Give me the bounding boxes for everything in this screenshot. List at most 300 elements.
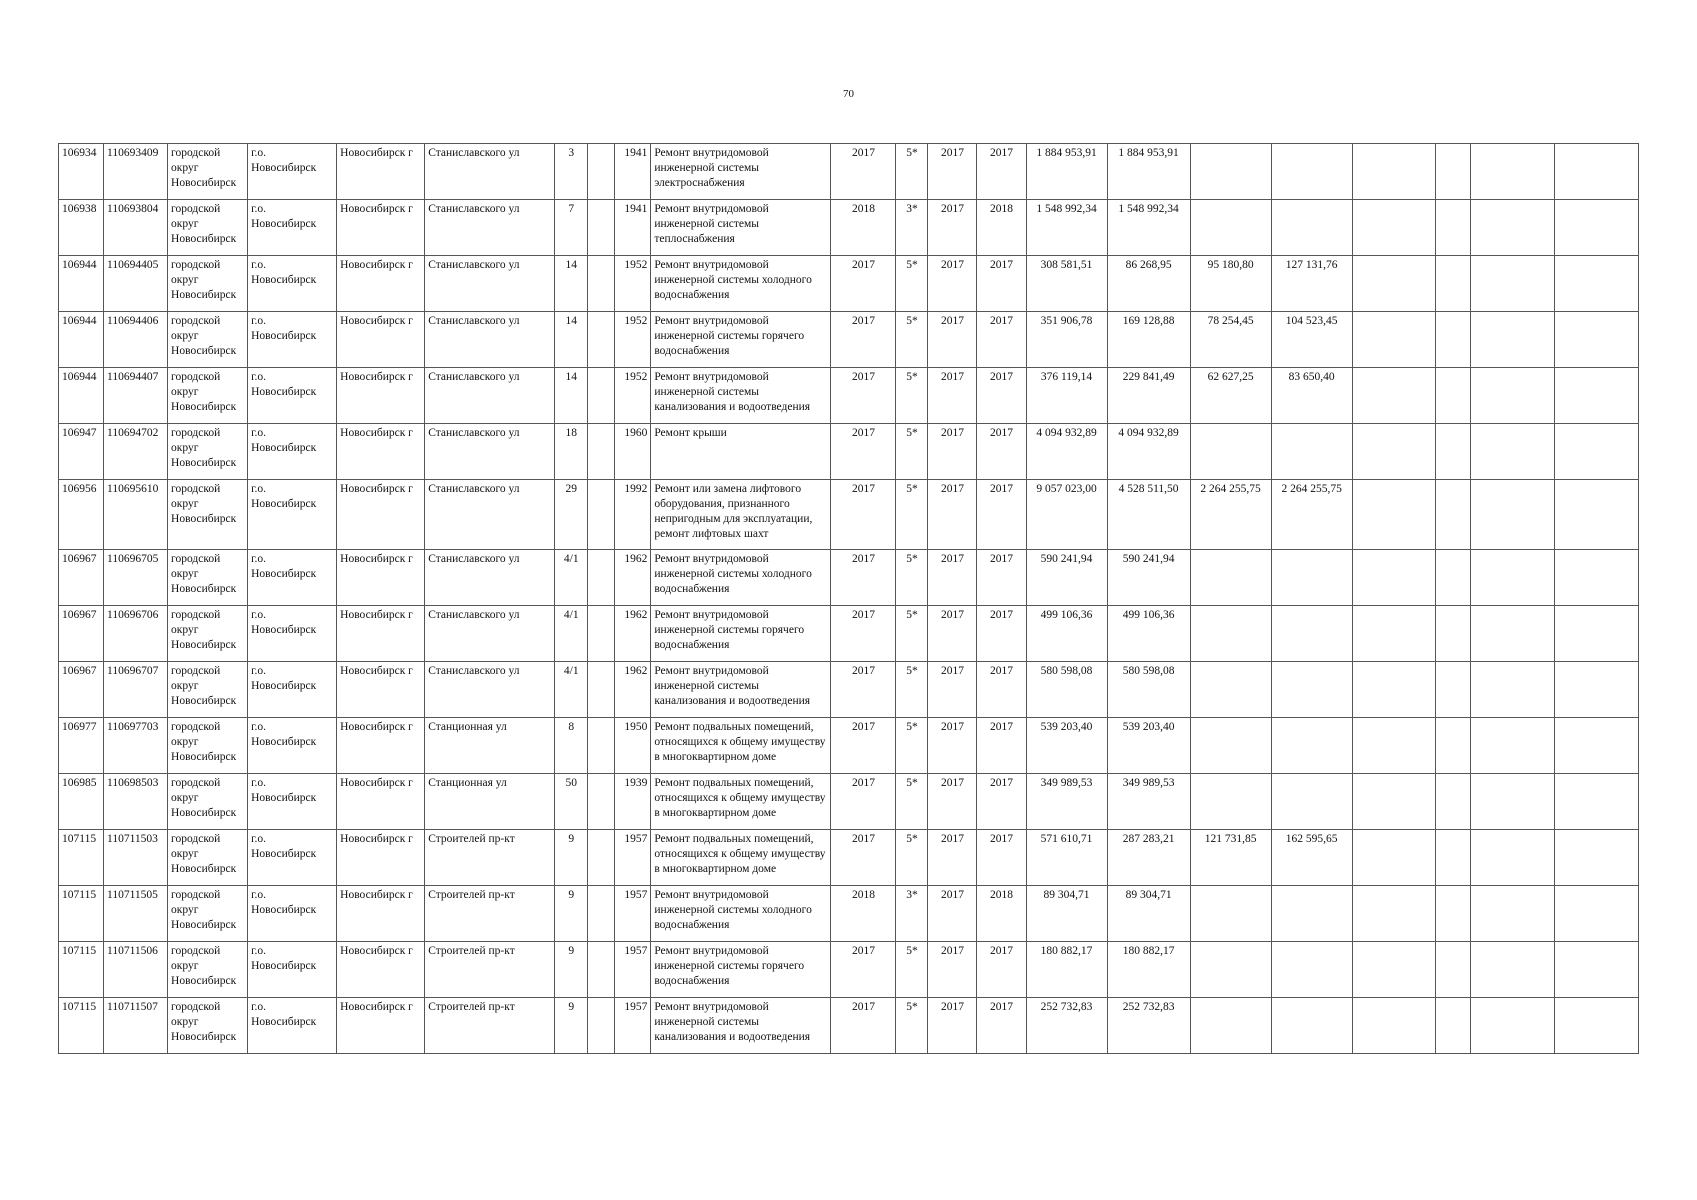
empty-cell — [1554, 256, 1638, 312]
work-code-cell: 110693804 — [104, 200, 168, 256]
amount-1-cell: 86 268,95 — [1107, 256, 1190, 312]
building-cell — [588, 998, 615, 1054]
empty-cell — [1554, 550, 1638, 606]
building-cell — [588, 830, 615, 886]
city-cell: Новосибирск г — [337, 480, 425, 550]
municipality-cell: городской округ Новосибирск — [168, 998, 248, 1054]
house-id-cell: 106938 — [59, 200, 104, 256]
empty-cell — [1435, 424, 1470, 480]
district-cell: г.о. Новосибирск — [248, 606, 337, 662]
year-built-cell: 1950 — [615, 718, 651, 774]
empty-cell — [1554, 774, 1638, 830]
table-row — [59, 368, 1639, 424]
plan-year-cell: 2018 — [831, 886, 896, 942]
empty-cell — [1352, 998, 1435, 1054]
house-id-cell: 106967 — [59, 550, 104, 606]
mark-cell: 5* — [896, 368, 928, 424]
year-to-cell: 2017 — [977, 830, 1026, 886]
table-row — [59, 774, 1639, 830]
plan-year-cell: 2017 — [831, 998, 896, 1054]
amount-1-cell: 287 283,21 — [1107, 830, 1190, 886]
plan-year-cell: 2017 — [831, 662, 896, 718]
amount-1-cell: 252 732,83 — [1107, 998, 1190, 1054]
total-cost-cell: 580 598,08 — [1026, 662, 1107, 718]
page-number: 70 — [843, 88, 854, 100]
year-built-cell: 1957 — [615, 942, 651, 998]
empty-cell — [1352, 480, 1435, 550]
district-cell: г.о. Новосибирск — [248, 424, 337, 480]
total-cost-cell: 9 057 023,00 — [1026, 480, 1107, 550]
plan-year-cell: 2017 — [831, 480, 896, 550]
mark-cell: 5* — [896, 480, 928, 550]
year-to-cell: 2017 — [977, 550, 1026, 606]
amount-3-cell: 83 650,40 — [1271, 368, 1352, 424]
empty-cell — [1554, 368, 1638, 424]
plan-year-cell: 2017 — [831, 606, 896, 662]
empty-cell — [1470, 256, 1554, 312]
plan-year-cell: 2017 — [831, 144, 896, 200]
empty-cell — [1352, 886, 1435, 942]
building-cell — [588, 200, 615, 256]
house-id-cell: 107115 — [59, 942, 104, 998]
year-to-cell: 2017 — [977, 718, 1026, 774]
district-cell: г.о. Новосибирск — [248, 368, 337, 424]
plan-year-cell: 2017 — [831, 424, 896, 480]
amount-1-cell: 229 841,49 — [1107, 368, 1190, 424]
year-to-cell: 2017 — [977, 368, 1026, 424]
year-from-cell: 2017 — [928, 424, 977, 480]
amount-3-cell — [1271, 886, 1352, 942]
work-code-cell: 110711506 — [104, 942, 168, 998]
capital-repair-register-table — [58, 143, 1639, 1054]
mark-cell: 3* — [896, 886, 928, 942]
total-cost-cell: 590 241,94 — [1026, 550, 1107, 606]
amount-2-cell — [1190, 774, 1271, 830]
house-number-cell: 14 — [555, 256, 588, 312]
municipality-cell: городской округ Новосибирск — [168, 886, 248, 942]
amount-3-cell: 2 264 255,75 — [1271, 480, 1352, 550]
empty-cell — [1554, 718, 1638, 774]
building-cell — [588, 312, 615, 368]
year-from-cell: 2017 — [928, 256, 977, 312]
building-cell — [588, 942, 615, 998]
plan-year-cell: 2017 — [831, 256, 896, 312]
year-from-cell: 2017 — [928, 830, 977, 886]
total-cost-cell: 351 906,78 — [1026, 312, 1107, 368]
table-row — [59, 550, 1639, 606]
year-from-cell: 2017 — [928, 480, 977, 550]
municipality-cell: городской округ Новосибирск — [168, 606, 248, 662]
house-number-cell: 9 — [555, 886, 588, 942]
amount-3-cell — [1271, 200, 1352, 256]
mark-cell: 5* — [896, 550, 928, 606]
total-cost-cell: 349 989,53 — [1026, 774, 1107, 830]
total-cost-cell: 4 094 932,89 — [1026, 424, 1107, 480]
municipality-cell: городской округ Новосибирск — [168, 718, 248, 774]
work-type-cell: Ремонт крыши — [651, 424, 831, 480]
table-row — [59, 256, 1639, 312]
amount-3-cell — [1271, 144, 1352, 200]
amount-1-cell: 580 598,08 — [1107, 662, 1190, 718]
table-row — [59, 200, 1639, 256]
work-type-cell: Ремонт внутридомовой инженерной системы теплоснабжения — [651, 200, 831, 256]
municipality-cell: городской округ Новосибирск — [168, 550, 248, 606]
house-id-cell: 106956 — [59, 480, 104, 550]
year-built-cell: 1962 — [615, 606, 651, 662]
empty-cell — [1352, 830, 1435, 886]
empty-cell — [1470, 830, 1554, 886]
empty-cell — [1435, 606, 1470, 662]
plan-year-cell: 2017 — [831, 774, 896, 830]
empty-cell — [1470, 942, 1554, 998]
empty-cell — [1352, 550, 1435, 606]
work-code-cell: 110694702 — [104, 424, 168, 480]
year-from-cell: 2017 — [928, 200, 977, 256]
work-type-cell: Ремонт или замена лифтового оборудования, признанного непригодным для эксплуатации, ремонт лифтовых шахт — [651, 480, 831, 550]
mark-cell: 5* — [896, 998, 928, 1054]
table-row — [59, 144, 1639, 200]
table-row — [59, 718, 1639, 774]
year-from-cell: 2017 — [928, 368, 977, 424]
amount-2-cell — [1190, 550, 1271, 606]
amount-3-cell — [1271, 606, 1352, 662]
amount-3-cell — [1271, 718, 1352, 774]
empty-cell — [1554, 312, 1638, 368]
empty-cell — [1554, 662, 1638, 718]
empty-cell — [1470, 998, 1554, 1054]
empty-cell — [1352, 144, 1435, 200]
house-id-cell: 107115 — [59, 998, 104, 1054]
table-row — [59, 480, 1639, 550]
amount-2-cell — [1190, 662, 1271, 718]
building-cell — [588, 662, 615, 718]
house-number-cell: 29 — [555, 480, 588, 550]
building-cell — [588, 424, 615, 480]
district-cell: г.о. Новосибирск — [248, 480, 337, 550]
empty-cell — [1470, 662, 1554, 718]
empty-cell — [1470, 144, 1554, 200]
house-number-cell: 18 — [555, 424, 588, 480]
total-cost-cell: 308 581,51 — [1026, 256, 1107, 312]
house-number-cell: 14 — [555, 368, 588, 424]
year-to-cell: 2017 — [977, 144, 1026, 200]
house-id-cell: 106985 — [59, 774, 104, 830]
work-code-cell: 110693409 — [104, 144, 168, 200]
amount-2-cell: 2 264 255,75 — [1190, 480, 1271, 550]
empty-cell — [1470, 200, 1554, 256]
amount-3-cell — [1271, 774, 1352, 830]
empty-cell — [1554, 830, 1638, 886]
city-cell: Новосибирск г — [337, 606, 425, 662]
street-cell: Строителей пр-кт — [425, 830, 555, 886]
empty-cell — [1435, 144, 1470, 200]
municipality-cell: городской округ Новосибирск — [168, 424, 248, 480]
year-built-cell: 1962 — [615, 550, 651, 606]
empty-cell — [1554, 200, 1638, 256]
empty-cell — [1352, 606, 1435, 662]
city-cell: Новосибирск г — [337, 424, 425, 480]
empty-cell — [1352, 942, 1435, 998]
mark-cell: 5* — [896, 718, 928, 774]
amount-1-cell: 349 989,53 — [1107, 774, 1190, 830]
plan-year-cell: 2017 — [831, 312, 896, 368]
house-number-cell: 9 — [555, 998, 588, 1054]
work-type-cell: Ремонт внутридомовой инженерной системы холодного водоснабжения — [651, 886, 831, 942]
district-cell: г.о. Новосибирск — [248, 200, 337, 256]
work-code-cell: 110711505 — [104, 886, 168, 942]
table-row — [59, 606, 1639, 662]
work-type-cell: Ремонт внутридомовой инженерной системы электроснабжения — [651, 144, 831, 200]
empty-cell — [1470, 606, 1554, 662]
amount-1-cell: 89 304,71 — [1107, 886, 1190, 942]
year-built-cell: 1952 — [615, 312, 651, 368]
empty-cell — [1435, 662, 1470, 718]
house-id-cell: 107115 — [59, 886, 104, 942]
year-built-cell: 1952 — [615, 256, 651, 312]
amount-1-cell: 539 203,40 — [1107, 718, 1190, 774]
building-cell — [588, 774, 615, 830]
city-cell: Новосибирск г — [337, 312, 425, 368]
year-to-cell: 2017 — [977, 312, 1026, 368]
amount-1-cell: 1 884 953,91 — [1107, 144, 1190, 200]
work-type-cell: Ремонт подвальных помещений, относящихся к общему имуществу в многоквартирном доме — [651, 718, 831, 774]
year-to-cell: 2017 — [977, 774, 1026, 830]
empty-cell — [1470, 774, 1554, 830]
amount-3-cell — [1271, 998, 1352, 1054]
empty-cell — [1470, 718, 1554, 774]
total-cost-cell: 1 548 992,34 — [1026, 200, 1107, 256]
plan-year-cell: 2017 — [831, 718, 896, 774]
municipality-cell: городской округ Новосибирск — [168, 200, 248, 256]
total-cost-cell: 376 119,14 — [1026, 368, 1107, 424]
street-cell: Строителей пр-кт — [425, 886, 555, 942]
mark-cell: 5* — [896, 144, 928, 200]
table-row — [59, 998, 1639, 1054]
table-row — [59, 886, 1639, 942]
table-row — [59, 424, 1639, 480]
street-cell: Станиславского ул — [425, 424, 555, 480]
district-cell: г.о. Новосибирск — [248, 998, 337, 1054]
year-to-cell: 2017 — [977, 998, 1026, 1054]
building-cell — [588, 368, 615, 424]
work-code-cell: 110698503 — [104, 774, 168, 830]
district-cell: г.о. Новосибирск — [248, 550, 337, 606]
city-cell: Новосибирск г — [337, 998, 425, 1054]
empty-cell — [1435, 368, 1470, 424]
year-from-cell: 2017 — [928, 774, 977, 830]
year-built-cell: 1941 — [615, 144, 651, 200]
empty-cell — [1470, 886, 1554, 942]
total-cost-cell: 499 106,36 — [1026, 606, 1107, 662]
municipality-cell: городской округ Новосибирск — [168, 774, 248, 830]
street-cell: Станиславского ул — [425, 550, 555, 606]
house-number-cell: 4/1 — [555, 550, 588, 606]
mark-cell: 3* — [896, 200, 928, 256]
work-code-cell: 110694405 — [104, 256, 168, 312]
district-cell: г.о. Новосибирск — [248, 662, 337, 718]
work-type-cell: Ремонт внутридомовой инженерной системы канализования и водоотведения — [651, 662, 831, 718]
year-built-cell: 1962 — [615, 662, 651, 718]
house-id-cell: 106944 — [59, 256, 104, 312]
street-cell: Станиславского ул — [425, 480, 555, 550]
empty-cell — [1470, 424, 1554, 480]
mark-cell: 5* — [896, 662, 928, 718]
work-type-cell: Ремонт внутридомовой инженерной системы холодного водоснабжения — [651, 256, 831, 312]
house-number-cell: 50 — [555, 774, 588, 830]
amount-1-cell: 4 528 511,50 — [1107, 480, 1190, 550]
year-to-cell: 2018 — [977, 886, 1026, 942]
amount-1-cell: 180 882,17 — [1107, 942, 1190, 998]
house-number-cell: 9 — [555, 942, 588, 998]
empty-cell — [1435, 312, 1470, 368]
street-cell: Станиславского ул — [425, 144, 555, 200]
empty-cell — [1554, 998, 1638, 1054]
table-row — [59, 830, 1639, 886]
city-cell: Новосибирск г — [337, 200, 425, 256]
street-cell: Станиславского ул — [425, 312, 555, 368]
empty-cell — [1352, 718, 1435, 774]
year-from-cell: 2017 — [928, 718, 977, 774]
total-cost-cell: 180 882,17 — [1026, 942, 1107, 998]
year-to-cell: 2018 — [977, 200, 1026, 256]
building-cell — [588, 144, 615, 200]
amount-2-cell — [1190, 144, 1271, 200]
year-from-cell: 2017 — [928, 144, 977, 200]
empty-cell — [1470, 312, 1554, 368]
amount-2-cell: 121 731,85 — [1190, 830, 1271, 886]
work-code-cell: 110696705 — [104, 550, 168, 606]
empty-cell — [1352, 662, 1435, 718]
city-cell: Новосибирск г — [337, 662, 425, 718]
municipality-cell: городской округ Новосибирск — [168, 942, 248, 998]
district-cell: г.о. Новосибирск — [248, 312, 337, 368]
year-from-cell: 2017 — [928, 998, 977, 1054]
municipality-cell: городской округ Новосибирск — [168, 256, 248, 312]
mark-cell: 5* — [896, 942, 928, 998]
plan-year-cell: 2018 — [831, 200, 896, 256]
district-cell: г.о. Новосибирск — [248, 144, 337, 200]
empty-cell — [1435, 774, 1470, 830]
house-number-cell: 8 — [555, 718, 588, 774]
city-cell: Новосибирск г — [337, 368, 425, 424]
amount-3-cell — [1271, 424, 1352, 480]
district-cell: г.о. Новосибирск — [248, 942, 337, 998]
empty-cell — [1554, 480, 1638, 550]
empty-cell — [1352, 424, 1435, 480]
empty-cell — [1470, 368, 1554, 424]
year-from-cell: 2017 — [928, 606, 977, 662]
street-cell: Станционная ул — [425, 774, 555, 830]
mark-cell: 5* — [896, 830, 928, 886]
amount-1-cell: 4 094 932,89 — [1107, 424, 1190, 480]
mark-cell: 5* — [896, 774, 928, 830]
year-built-cell: 1957 — [615, 830, 651, 886]
work-type-cell: Ремонт внутридомовой инженерной системы холодного водоснабжения — [651, 550, 831, 606]
empty-cell — [1435, 550, 1470, 606]
work-code-cell: 110694406 — [104, 312, 168, 368]
plan-year-cell: 2017 — [831, 368, 896, 424]
work-type-cell: Ремонт подвальных помещений, относящихся к общему имуществу в многоквартирном доме — [651, 830, 831, 886]
empty-cell — [1435, 480, 1470, 550]
total-cost-cell: 89 304,71 — [1026, 886, 1107, 942]
mark-cell: 5* — [896, 312, 928, 368]
amount-1-cell: 1 548 992,34 — [1107, 200, 1190, 256]
table-row — [59, 942, 1639, 998]
municipality-cell: городской округ Новосибирск — [168, 312, 248, 368]
year-from-cell: 2017 — [928, 886, 977, 942]
empty-cell — [1554, 942, 1638, 998]
work-code-cell: 110694407 — [104, 368, 168, 424]
empty-cell — [1470, 480, 1554, 550]
amount-1-cell: 590 241,94 — [1107, 550, 1190, 606]
municipality-cell: городской округ Новосибирск — [168, 368, 248, 424]
empty-cell — [1352, 200, 1435, 256]
city-cell: Новосибирск г — [337, 942, 425, 998]
plan-year-cell: 2017 — [831, 550, 896, 606]
empty-cell — [1554, 144, 1638, 200]
work-code-cell: 110711507 — [104, 998, 168, 1054]
amount-1-cell: 169 128,88 — [1107, 312, 1190, 368]
mark-cell: 5* — [896, 256, 928, 312]
city-cell: Новосибирск г — [337, 830, 425, 886]
empty-cell — [1470, 550, 1554, 606]
empty-cell — [1554, 886, 1638, 942]
district-cell: г.о. Новосибирск — [248, 886, 337, 942]
year-built-cell: 1941 — [615, 200, 651, 256]
empty-cell — [1554, 424, 1638, 480]
work-code-cell: 110697703 — [104, 718, 168, 774]
amount-2-cell — [1190, 718, 1271, 774]
total-cost-cell: 1 884 953,91 — [1026, 144, 1107, 200]
empty-cell — [1352, 368, 1435, 424]
year-built-cell: 1960 — [615, 424, 651, 480]
empty-cell — [1435, 830, 1470, 886]
year-built-cell: 1992 — [615, 480, 651, 550]
table-row — [59, 662, 1639, 718]
city-cell: Новосибирск г — [337, 886, 425, 942]
year-to-cell: 2017 — [977, 606, 1026, 662]
amount-2-cell: 95 180,80 — [1190, 256, 1271, 312]
work-code-cell: 110696707 — [104, 662, 168, 718]
year-to-cell: 2017 — [977, 256, 1026, 312]
amount-3-cell: 162 595,65 — [1271, 830, 1352, 886]
year-to-cell: 2017 — [977, 942, 1026, 998]
house-id-cell: 106934 — [59, 144, 104, 200]
year-built-cell: 1952 — [615, 368, 651, 424]
house-id-cell: 106944 — [59, 368, 104, 424]
amount-3-cell — [1271, 662, 1352, 718]
city-cell: Новосибирск г — [337, 144, 425, 200]
amount-1-cell: 499 106,36 — [1107, 606, 1190, 662]
street-cell: Станиславского ул — [425, 662, 555, 718]
municipality-cell: городской округ Новосибирск — [168, 830, 248, 886]
year-from-cell: 2017 — [928, 312, 977, 368]
house-id-cell: 106944 — [59, 312, 104, 368]
amount-2-cell: 62 627,25 — [1190, 368, 1271, 424]
work-type-cell: Ремонт внутридомовой инженерной системы канализования и водоотведения — [651, 368, 831, 424]
empty-cell — [1352, 774, 1435, 830]
amount-2-cell — [1190, 606, 1271, 662]
street-cell: Станиславского ул — [425, 200, 555, 256]
amount-3-cell — [1271, 942, 1352, 998]
total-cost-cell: 571 610,71 — [1026, 830, 1107, 886]
district-cell: г.о. Новосибирск — [248, 830, 337, 886]
district-cell: г.о. Новосибирск — [248, 774, 337, 830]
work-type-cell: Ремонт внутридомовой инженерной системы горячего водоснабжения — [651, 312, 831, 368]
empty-cell — [1554, 606, 1638, 662]
work-type-cell: Ремонт внутридомовой инженерной системы горячего водоснабжения — [651, 942, 831, 998]
house-number-cell: 9 — [555, 830, 588, 886]
